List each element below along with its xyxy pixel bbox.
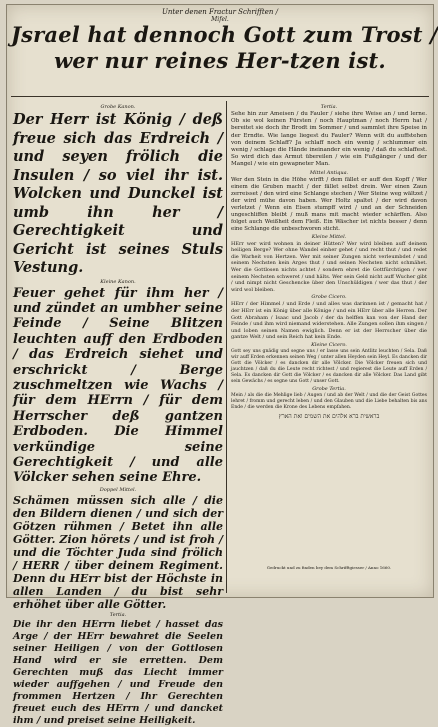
verse-text: Der Herr ist König / deß freue sich das Erdreich / und seyen frölich die Insulen / so viel ihr ist. Wolcken und Dunckel ist umb ihn her / Gerechtigkeit und Gericht ist seines Stuls Vestung. — [13, 111, 223, 276]
verse-label: Grobe Kanon. — [100, 104, 136, 110]
verse-text: HErr / der Himmel / und Erde / und alles was darinnen ist / gemacht hat / der HErr ist ein König über alle Könige / und ein HErr über alle Herren. Der Gott Abraham / Isaac und Jacob / der da helffen kan von der Hand der Feinde / und ihm wird niemand widerstehen. Alle Zungen sollen ihm singen / und loben seinen Namen ewiglich. Denn er ist der Herrscher über die gantze Welt / und sein Reich hat kein Ende. — [231, 301, 427, 341]
verse-text: HErr wer wird wohnen in deiner Hütten? Wer wird bleiben auff deinem heiligen Berge? Wer ohne Wandel einher gehet / und recht thut / und redet die Warheit von Hertzen. Wer mit seiner Zungen nicht verleumbdet / und seinem Nechsten kein Arges thut / und seinen Nechsten nicht schmähet. Wer die Gottlosen nichts achtet / sondern ehret die Gottfürchtigen / wer seinem Nechsten schweret / und hälts. Wer sein Geld nicht auff Wucher gibt / und nimpt nicht Geschencke über den Unschüldigen / wer das thut / der wird wol bleiben. — [231, 240, 427, 293]
sub-note: Mifel. — [211, 16, 229, 23]
verse-label: Tertia. — [109, 611, 127, 618]
verse-text: Gott sey uns gnädig und segne uns / er lasse uns sein Antlitz leuchten / Sela. Daß wir auff Erden erkennen seinen Weg / unter allen Heyden sein Heyl. Es dancken dir Gott die Völcker / es dancken dir alle Völcker. Die Völcker freuen sich und jauchtzen / daß du die Leute recht richtest / und regierest die Leute auff Erden / Sela. Es dancken dir Gott die Völcker / es dancken dir alle Völcker. Das Land gibt sein Gewächs / es segne uns Gott / unser Gott. — [231, 348, 427, 384]
verse-text: Wer den Stein in die Höhe wirfft / dem fället er auff den Kopff / Wer einem die Gruben macht / der fället selbst drein. Wer einen Zaun zerreisset / den wird eine Schlange stechen / Wer Steine weg wältzet / der wird mühe davon haben. Wer Holtz spaltet / der wird davon verletzet / Wenn ein Eisen stumpff wird / und an der Schneiden ungeschliffen bleibt / muß mans mit macht wieder schärffen. Also folget auch Weißheit dem Fleiß. Ein Wäscher ist nichts besser / denn eine Schlange die unbeschworen sticht. — [231, 176, 427, 232]
verse-label: Mittel Antiqua. — [309, 169, 349, 176]
verse-label: Kleine Cicero. — [311, 341, 347, 348]
specimen-sheet — [6, 4, 438, 726]
column-divider — [226, 101, 227, 593]
verse-label: Kleine Mittel. — [311, 233, 347, 240]
verse-label: Tertia. — [320, 104, 338, 110]
verse-label: Grobe Tertia. — [312, 385, 346, 392]
title-line-1: Jsrael hat dennoch Gott zum Trost / — [11, 22, 438, 47]
hebrew-line: בראשית ברא אלהים את השמים ואת הארץ — [278, 412, 380, 420]
left-column — [13, 103, 223, 726]
footer-imprint: Gedruckt und zu finden bey dem Schrifftgiesser / Anno 1660. — [266, 565, 392, 570]
verse-label: Doppel Mittel. — [99, 486, 137, 493]
top-note: Unter denen Fractur Schrifften / — [162, 8, 278, 16]
right-column — [231, 103, 427, 591]
verse-text: Die ihr den HErrn liebet / hasset das Arge / der HErr bewahret die Seelen seiner Heiligen / von der Gottlosen Hand wird er sie erretten. Dem Gerechten muß das Liecht immer wieder auffgehen / und Freude den frommen Hertzen / Ihr Gerechten freuet euch des HErrn / und dancket ihm / und preiset seine Heiligkeit. — [13, 618, 223, 726]
verse-text: Feuer gehet für ihm her / und zündet an umbher seine Feinde / Seine Blitzen leuchten auff den Erdboden / das Erdreich siehet und erschrickt / Berge zuschmeltzen wie Wachs / für dem HErrn / für dem Herrscher deß gantzen Erdboden. Die Himmel verkündige seine Gerechtigkeit / und alle Völcker sehen seine Ehre. — [13, 285, 223, 486]
verse-label: Kleine Kanon. — [100, 278, 136, 285]
verse-text: Sehe hin zur Ameisen / du Fauler / siehe ihre Weise an / und lerne. Ob sie wol keinen Fürsten / noch Hauptman / noch Herrn hat / bereitet sie doch ihr Brodt im Sommer / und sammlet ihre Speise in der Erndte. Wie lange liegest du Fauler? Wenn wilt du auffstehen von deinem Schlaff? Ja schlaff noch ein wenig / schlummer ein wenig / schlage die Hände ineinander ein wenig / daß du schlaffest. So wird dich das Armut übereilen / wie ein Fußgänger / und der Mangel / wie ein gewapneter Man. — [231, 111, 427, 168]
header-rule — [11, 96, 429, 97]
verse-text: Schämen müssen sich alle / die den Bildern dienen / und sich der Götzen rühmen / Betet ihn alle Götter. Zion hörets / und ist froh / und die Töchter Juda sind frölich / HERR / über deinem Regiment. Denn du HErr bist der Höchste in allen Landen / du bist sehr erhöhet über alle Götter. — [13, 493, 223, 611]
verse-text: Mein / als die die Mehlige lieb / Augen / und ab der Welt / und die der Geist Gottes lehret / fromm und gerecht leben / und den Glauben und die Liebe behalten bis ans Ende / die werden die Krone des Lebens empfahen. — [231, 392, 427, 410]
verse-label: Grobe Cicero. — [311, 294, 347, 301]
title-line-2: wer nur reines Her-tzen ist. — [54, 48, 386, 73]
